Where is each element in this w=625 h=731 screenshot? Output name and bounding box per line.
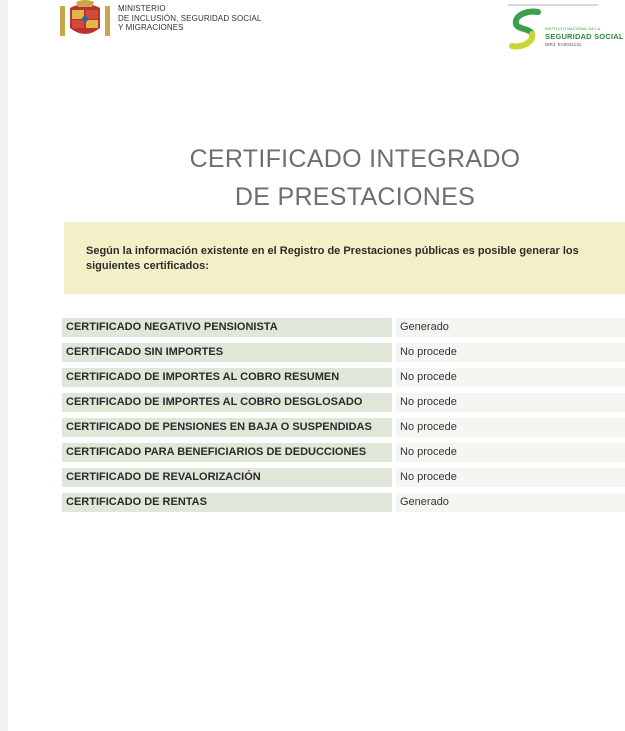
certificates-table (62, 316, 625, 516)
ministry-header (58, 0, 318, 44)
table-row (62, 316, 625, 341)
logo-institute-text: INSTITUTO NACIONAL DE LA (545, 26, 601, 31)
table-row (62, 416, 625, 441)
certificate-status: No procede (396, 393, 625, 412)
certificate-name: CERTIFICADO PARA BENEFICIARIOS DE DEDUCCIONES (62, 443, 392, 462)
certificate-status: No procede (396, 343, 625, 362)
table-row (62, 391, 625, 416)
certificate-name: CERTIFICADO DE RENTAS (62, 493, 392, 512)
certificate-name: CERTIFICADO DE PENSIONES EN BAJA O SUSPENDIDAS (62, 418, 392, 437)
table-row (62, 441, 625, 466)
notice-box (64, 222, 625, 294)
page-title: CERTIFICADO INTEGRADO DE PRESTACIONES (189, 145, 521, 211)
logo-name: SEGURIDAD SOCIAL (545, 32, 624, 41)
certificate-name: CERTIFICADO DE IMPORTES AL COBRO DESGLOSADO (62, 393, 392, 412)
notice-text: Según la información existente en el Registro de Prestaciones públicas es posible generar los siguientes certificados: (86, 245, 579, 272)
certificate-name: CERTIFICADO DE IMPORTES AL COBRO RESUMEN (62, 368, 392, 387)
logo-divider (508, 4, 598, 6)
coat-of-arms-icon (58, 0, 112, 40)
certificate-status: No procede (396, 418, 625, 437)
certificate-status: Generado (396, 318, 625, 337)
seguridad-social-icon (508, 8, 542, 52)
certificate-name: CERTIFICADO DE REVALORIZACIÓN (62, 468, 392, 487)
table-row (62, 466, 625, 491)
certificate-status: No procede (396, 443, 625, 462)
logo-code: DIR3: EA0042131 (545, 42, 582, 47)
certificate-status: No procede (396, 368, 625, 387)
table-row (62, 366, 625, 391)
certificate-status: Generado (396, 493, 625, 512)
certificate-name: CERTIFICADO SIN IMPORTES (62, 343, 392, 362)
table-row (62, 341, 625, 366)
table-row (62, 491, 625, 516)
certificate-status: No procede (396, 468, 625, 487)
page-edge (0, 0, 8, 731)
certificate-name: CERTIFICADO NEGATIVO PENSIONISTA (62, 318, 392, 337)
seguridad-social-logo (508, 4, 623, 52)
ministry-name: MINISTERIO DE INCLUSIÓN, SEGURIDAD SOCIAL Y MIGRACIONES (118, 4, 262, 32)
